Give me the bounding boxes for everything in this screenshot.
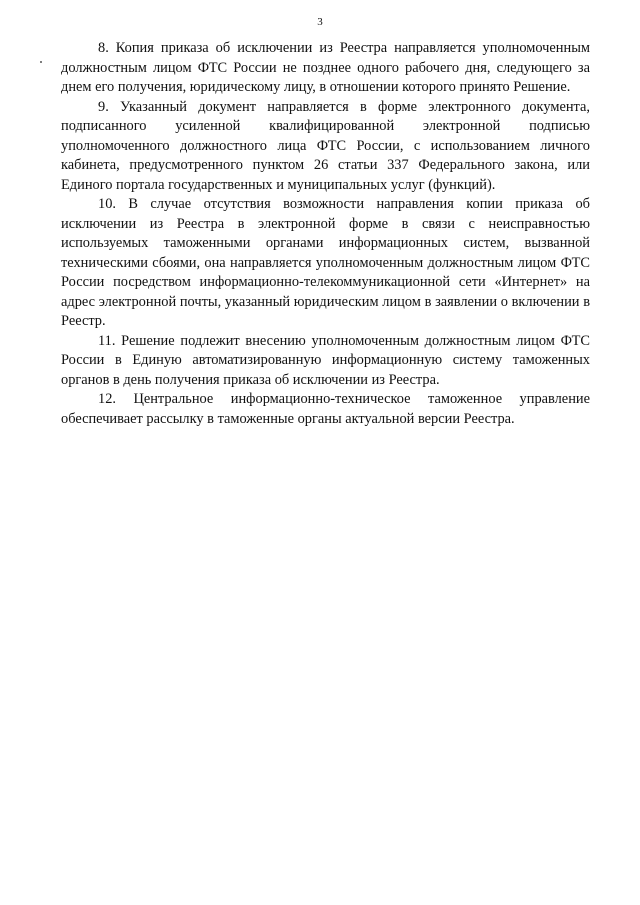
paragraph-11: 11. Решение подлежит внесению уполномоченным должностным лицом ФТС России в Единую автоматизированную информационную систему таможенных органов в день получения приказа об исключении из Реестра. bbox=[61, 332, 590, 388]
paragraph-8: 8. Копия приказа об исключении из Реестра направляется уполномоченным должностным лицом ФТС России не позднее одного рабочего дня, следующего за днем его получения, юридическому лицу, в отношении которого принято Решение. bbox=[61, 40, 590, 95]
document-body bbox=[61, 39, 590, 429]
paragraph-9: 9. Указанный документ направляется в форме электронного документа, подписанного усиленной квалифицированной электронной подписью уполномоченного должностного лица ФТС России, с использованием личного кабинета, предусмотренного пунктом 26 статьи 337 Федерального закона, или Единого портала государственных и муниципальных услуг (функций). bbox=[61, 98, 590, 193]
page-number: 3 bbox=[317, 16, 323, 28]
paragraph-12: 12. Центральное информационно-техническое таможенное управление обеспечивает рассылку в таможенные органы актуальной версии Реестра. bbox=[61, 391, 590, 427]
scan-speck bbox=[40, 61, 42, 63]
paragraph-10: 10. В случае отсутствия возможности направления копии приказа об исключении из Реестра в электронной форме в связи с неисправностью используемых таможенными органами информационных систем, вызванной техническими сбоями, она направляется уполномоченным должностным лицом ФТС России посредством информационно-телекоммуникационной сети «Интернет» на адрес электронной почты, указанный юридическим лицом в заявлении о включении в Реестр. bbox=[61, 196, 590, 329]
